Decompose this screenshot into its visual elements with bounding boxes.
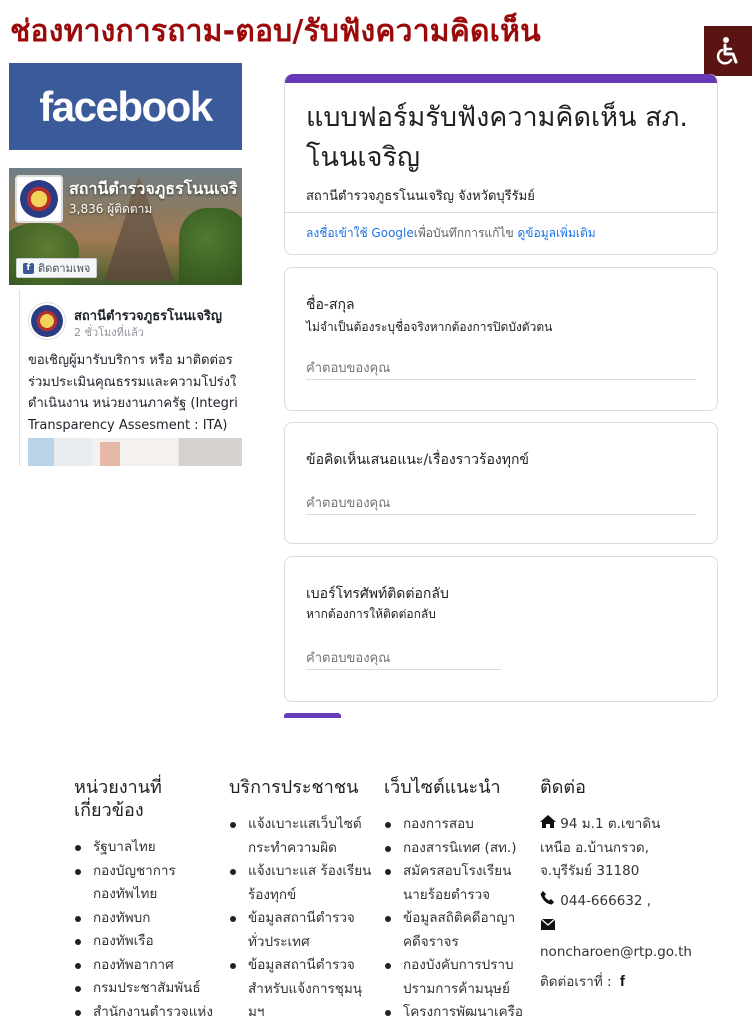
footer-heading: เว็บไซต์แนะนำ: [384, 777, 501, 798]
police-seal-icon: [20, 180, 58, 218]
address-line: เหนือ อ.บ้านกรวด,: [540, 839, 649, 856]
feedback-input[interactable]: [306, 493, 696, 515]
footer-link-text: กองทัพบก: [93, 909, 151, 926]
footer-link-text: แจ้งเบาะแส ร้องเรียน: [248, 863, 372, 879]
footer-link[interactable]: [229, 954, 379, 1024]
contact-email[interactable]: noncharoen@rtp.go.th: [540, 943, 692, 960]
phone-number[interactable]: 044-666632 ,: [560, 892, 652, 909]
google-signin-link[interactable]: ลงชื่อเข้าใช้ Google: [306, 226, 414, 240]
facebook-icon[interactable]: f: [619, 973, 625, 990]
footer-link-text: ข้อมูลสถานีตำรวจ: [248, 957, 355, 973]
footer-heading: บริการประชาชน: [229, 777, 359, 798]
footer-link-text: นายร้อยตำรวจ: [403, 886, 491, 903]
home-icon: [540, 815, 556, 828]
question-card-feedback: [284, 422, 718, 544]
question-card-phone: [284, 556, 718, 702]
facebook-cover-photo[interactable]: [9, 168, 242, 285]
footer-link-text: แจ้งเบาะแสเว็บไซต์: [248, 816, 362, 832]
submit-button[interactable]: [284, 713, 341, 718]
footer-link[interactable]: [74, 977, 224, 1001]
contact-phone: [540, 890, 745, 914]
follow-page-button[interactable]: [16, 258, 97, 278]
footer-link[interactable]: [384, 813, 534, 837]
footer-heading: [74, 776, 224, 822]
footer-list: [229, 813, 379, 1024]
footer-link-text: กระทำความผิด: [248, 839, 337, 856]
footer-link-text: กองทัพอากาศ: [93, 956, 174, 973]
footer-link-text: กรมประชาสัมพันธ์: [93, 980, 201, 996]
social-label: ติดต่อเราที่ :: [540, 974, 612, 990]
signin-note: เพื่อบันทึกการแก้ไข: [413, 226, 514, 240]
footer-heading-line: หน่วยงานที่: [74, 777, 162, 798]
footer-link[interactable]: [384, 907, 534, 954]
address-line: [540, 813, 745, 837]
footer-link-text: ปรามการค้ามนุษย์: [403, 980, 510, 997]
footer-link-text: กองการสอบ: [403, 816, 474, 832]
question-title: ชื่อ-สกุล: [306, 297, 355, 313]
footer-link-text: มฯ: [248, 1004, 265, 1020]
form-title: แบบฟอร์มรับฟังความคิดเห็น สภ. โนนเจริญ: [306, 102, 688, 173]
footer-link[interactable]: [74, 930, 224, 954]
facebook-page-widget: [9, 168, 242, 466]
footer-link[interactable]: [229, 907, 379, 954]
footer-heading: ติดต่อ: [540, 777, 586, 798]
footer-link-text: ทั่วประเทศ: [248, 933, 310, 950]
footer-link-text: สำหรับแจ้งการชุมนุ: [248, 980, 363, 997]
footer-link-text: กองทัพเรือ: [93, 933, 154, 949]
footer-link[interactable]: [74, 954, 224, 978]
footer-link[interactable]: [384, 954, 534, 1001]
footer-link-text: ข้อมูลสถานีตำรวจ: [248, 910, 355, 926]
learn-more-link[interactable]: ดูข้อมูลเพิ่มเติม: [517, 226, 596, 240]
footer-link[interactable]: [74, 1001, 224, 1024]
footer-link[interactable]: [384, 1001, 534, 1024]
footer-link-text: สำนักงานตำรวจแห่ง: [93, 1003, 213, 1020]
footer-link-text: กองทัพไทย: [93, 886, 158, 902]
contact-social: [540, 970, 745, 995]
envelope-icon: [540, 919, 556, 930]
post-text: [28, 350, 242, 436]
phone-input[interactable]: [306, 648, 501, 670]
post-text-line: ขอเชิญผู้มารับบริการ หรือ มาติดต่อร: [28, 353, 233, 368]
address-line: จ.บุรีรัมย์ 31180: [540, 863, 640, 879]
post-author-avatar[interactable]: [28, 302, 66, 340]
footer-link[interactable]: [384, 860, 534, 907]
footer-link-text: ร้องทุกข์: [248, 886, 297, 903]
post-text-line: ดำเนินงาน หน่วยงานภาครัฐ (Integri: [28, 396, 238, 411]
footer-list: [74, 836, 224, 1024]
footer-link-text: ข้อมูลสถิติคดีอาญา: [403, 910, 516, 926]
footer-link-text: กองบังคับการปราบ: [403, 957, 514, 973]
footer-link[interactable]: [74, 836, 224, 860]
name-input[interactable]: [306, 358, 696, 380]
footer-link-text: รัฐบาลไทย: [93, 839, 156, 855]
contact-address: [540, 813, 745, 884]
footer-heading-line: เกี่ยวข้อง: [74, 800, 144, 821]
question-card-name: [284, 267, 718, 411]
question-description: ไม่จำเป็นต้องระบุชื่อจริงหากต้องการปิดบังตัวตน: [306, 320, 553, 334]
footer-list: [384, 813, 534, 1024]
post-image[interactable]: [28, 438, 242, 466]
footer-recommended: [384, 776, 534, 1024]
page-title: ช่องทางการถาม-ตอบ/รับฟังความคิดเห็น: [10, 14, 541, 49]
post-timestamp[interactable]: 2 ชั่วโมงที่แล้ว: [74, 326, 144, 339]
footer-contact: [540, 776, 745, 995]
footer-link-text: คดีจราจร: [403, 933, 459, 950]
footer-link-text: โครงการพัฒนาเครือ: [403, 1004, 524, 1020]
facebook-post: [19, 290, 242, 466]
footer-link[interactable]: [229, 813, 379, 860]
post-author[interactable]: สถานีตำรวจภูธรโนนเจริญ: [74, 309, 222, 324]
form-accent-bar: [285, 74, 717, 83]
footer-link-text: กองบัญชาการ: [93, 862, 176, 879]
question-title: เบอร์โทรศัพท์ติดต่อกลับ: [306, 586, 449, 602]
page-avatar[interactable]: [15, 175, 63, 223]
accessibility-button[interactable]: [704, 26, 752, 76]
footer-link[interactable]: [229, 860, 379, 907]
police-seal-icon: [31, 305, 63, 337]
facebook-page-name[interactable]: สถานีตำรวจภูธรโนนเจริ: [69, 179, 238, 198]
signin-row: [306, 224, 596, 243]
wheelchair-icon: [714, 36, 742, 66]
post-text-line: ร่วมประเมินคุณธรรมและความโปร่งใ: [28, 374, 237, 390]
contact-email-icon-row: [540, 915, 745, 939]
footer-link-text: กองสารนิเทศ (สท.): [403, 839, 517, 856]
footer-link[interactable]: [74, 860, 224, 907]
divider: [285, 212, 717, 213]
footer-agencies: [74, 776, 224, 1024]
facebook-follower-count: 3,836 ผู้ติดตาม: [69, 202, 153, 216]
footer-link[interactable]: [384, 837, 534, 861]
form-header-card: [284, 74, 718, 255]
follow-page-label: ติดตามเพจ: [38, 262, 91, 275]
footer-link-text: สมัครสอบโรงเรียน: [403, 863, 512, 879]
address-text: 94 ม.1 ต.เขาดิน: [560, 816, 661, 832]
footer-link[interactable]: [74, 907, 224, 931]
form-subtitle: สถานีตำรวจภูธรโนนเจริญ จังหวัดบุรีรัมย์: [306, 189, 535, 204]
phone-icon: [540, 891, 556, 905]
footer-services: [229, 776, 379, 1024]
post-text-line: Transparency Assesment : ITA): [28, 417, 228, 433]
question-title: ข้อคิดเห็นเสนอแนะ/เรื่องราวร้องทุกข์: [306, 452, 529, 468]
facebook-icon: f: [23, 263, 34, 274]
facebook-logo[interactable]: facebook: [9, 63, 242, 150]
question-description: หากต้องการให้ติดต่อกลับ: [306, 607, 436, 621]
